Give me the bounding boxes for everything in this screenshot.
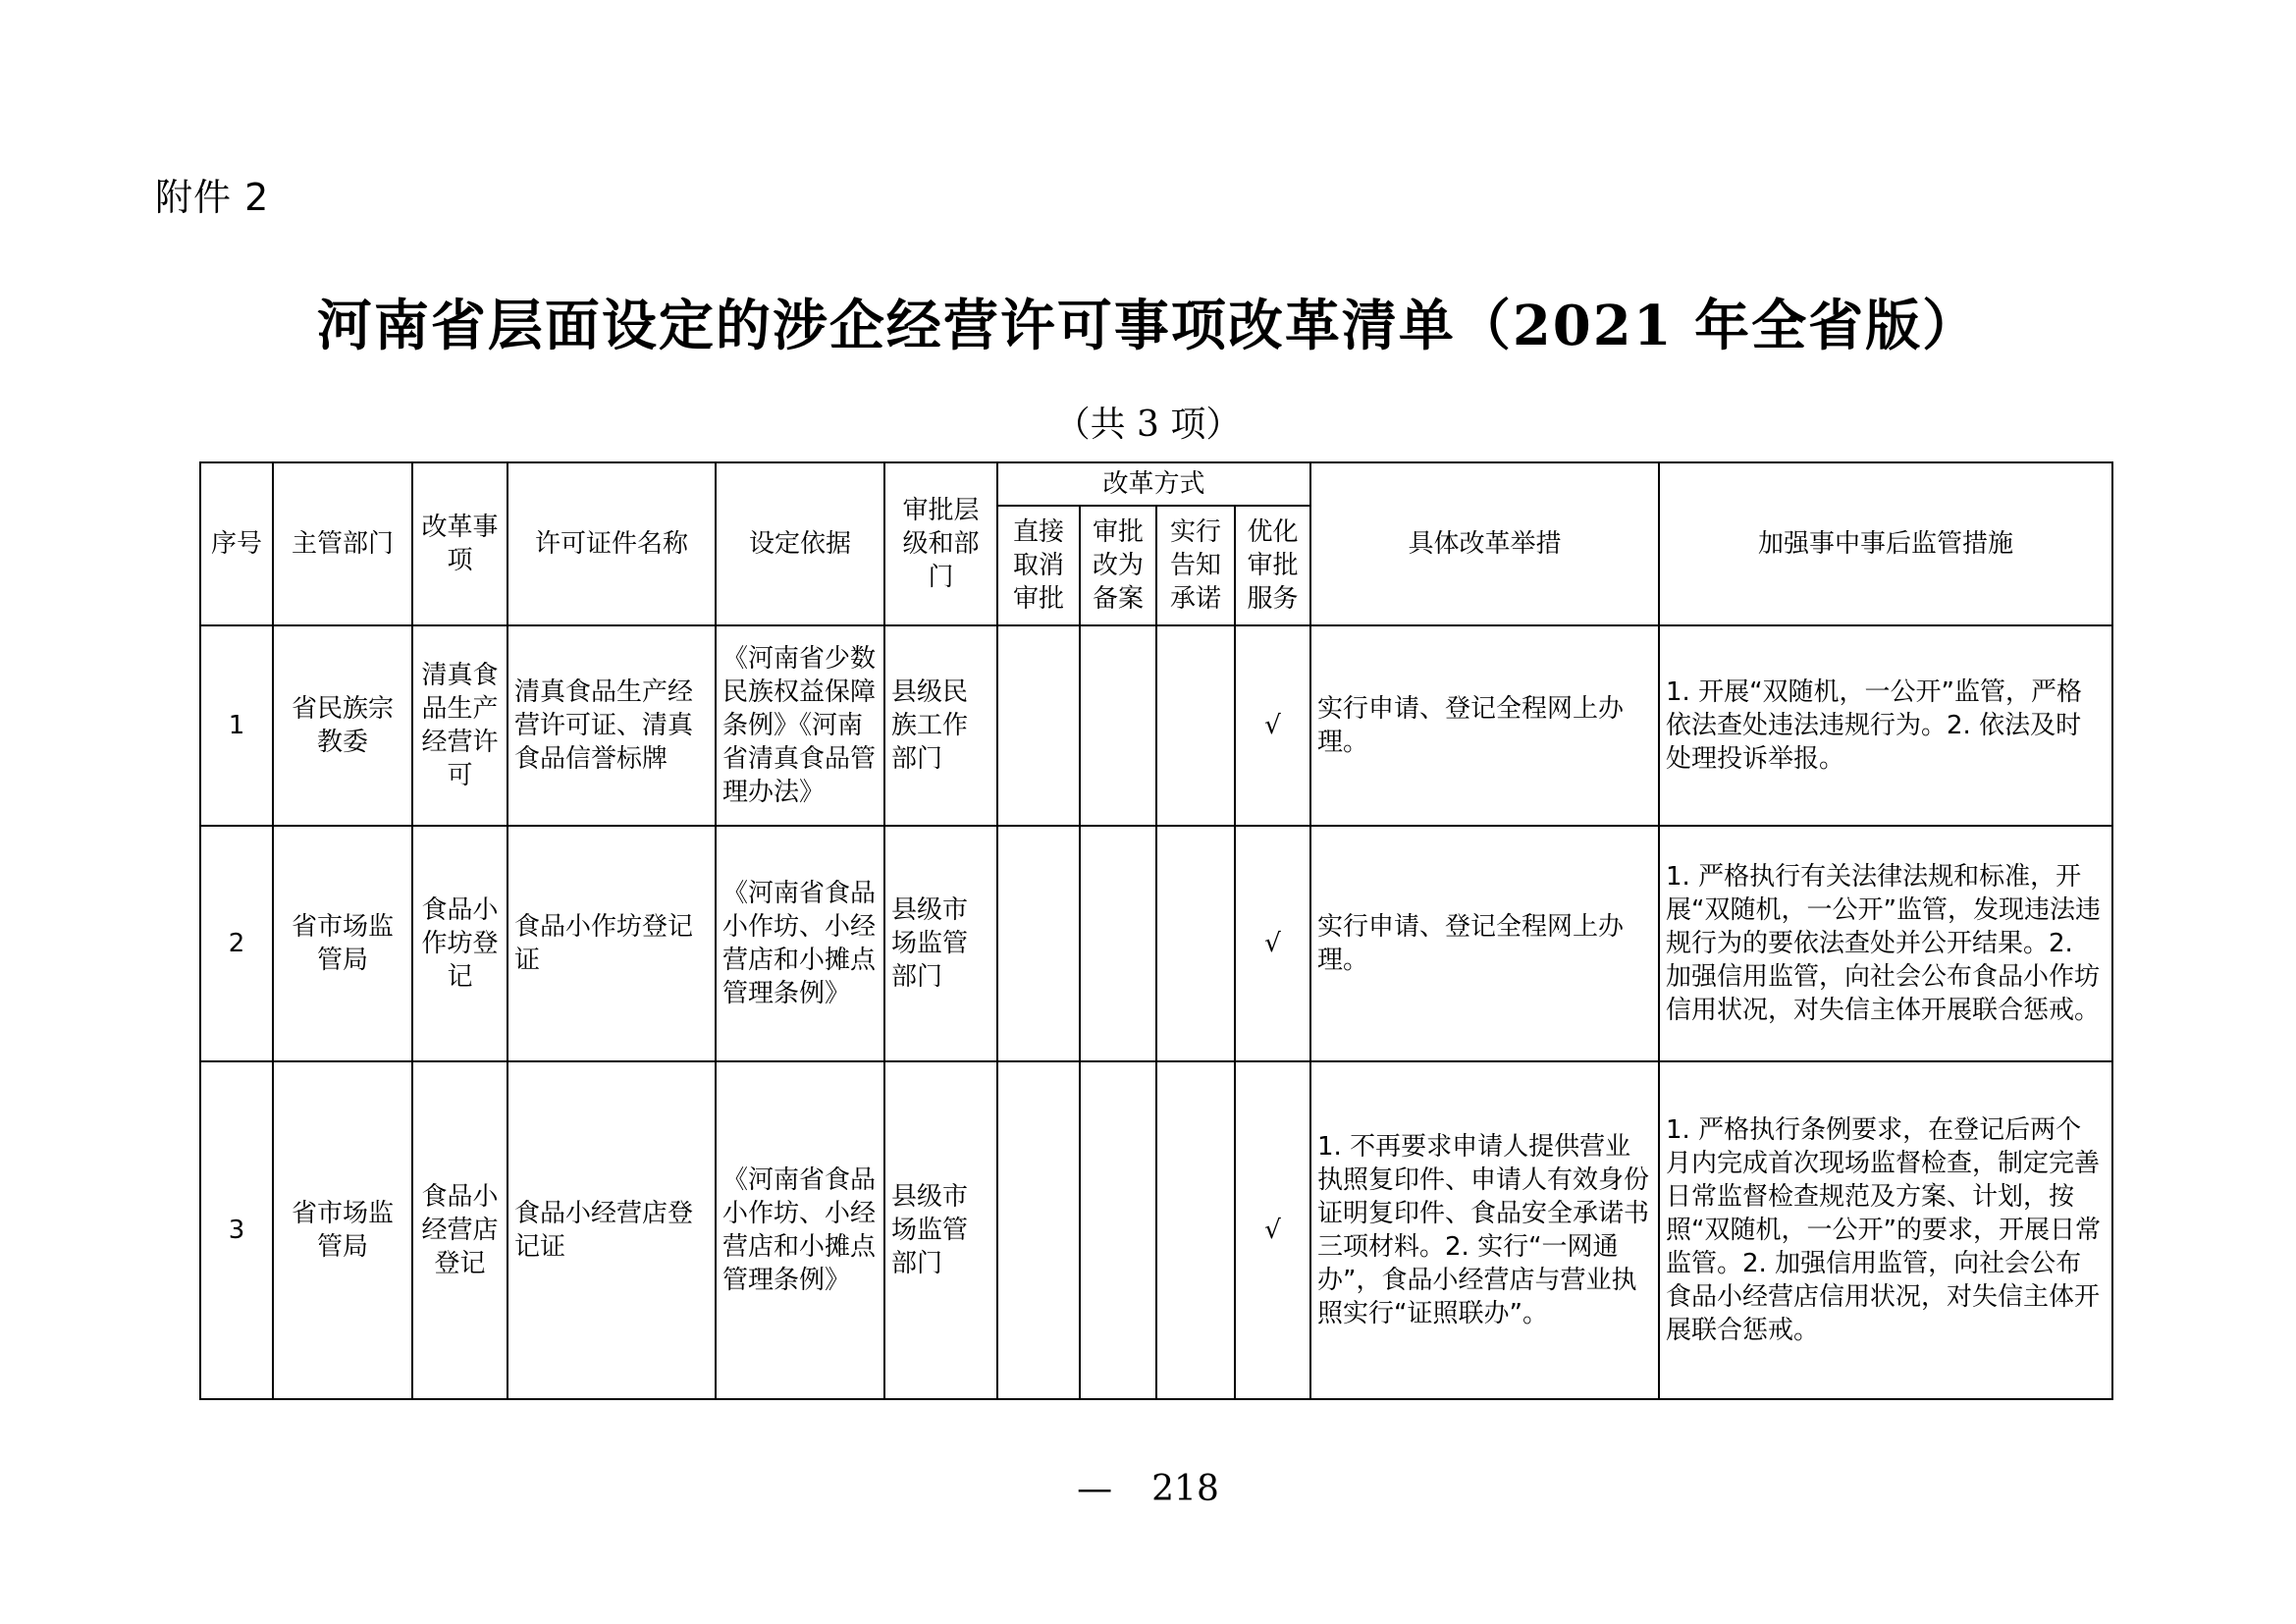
row-index: 3 xyxy=(200,1061,273,1399)
table-row xyxy=(200,625,2112,826)
header-department: 主管部门 xyxy=(273,462,412,625)
row-department: 省民族宗教委 xyxy=(273,625,412,826)
row-license: 食品小作坊登记证 xyxy=(507,826,716,1061)
page-number-value: 218 xyxy=(1151,1469,1219,1509)
header-mode-cancel: 直接取消审批 xyxy=(997,506,1080,625)
row-level: 县级市场监管部门 xyxy=(884,826,997,1061)
header-item: 改革事项 xyxy=(412,462,507,625)
row-mode-cancel xyxy=(997,625,1080,826)
row-item: 食品小作坊登记 xyxy=(412,826,507,1061)
row-mode-filing xyxy=(1080,826,1156,1061)
page-number xyxy=(0,1469,2296,1509)
page-number-dash: — xyxy=(1077,1469,1113,1509)
row-department: 省市场监管局 xyxy=(273,826,412,1061)
row-mode-filing xyxy=(1080,1061,1156,1399)
row-mode-optimize: √ xyxy=(1235,625,1310,826)
row-measures: 1. 不再要求申请人提供营业执照复印件、申请人有效身份证明复印件、食品安全承诺书三项材料。2. 实行“一网通办”，食品小经营店与营业执照实行“证照联办”。 xyxy=(1310,1061,1659,1399)
header-license: 许可证件名称 xyxy=(507,462,716,625)
row-measures: 实行申请、登记全程网上办理。 xyxy=(1310,826,1659,1061)
header-mode-optimize: 优化审批服务 xyxy=(1235,506,1310,625)
row-mode-notify xyxy=(1156,826,1235,1061)
row-license: 清真食品生产经营许可证、清真食品信誉标牌 xyxy=(507,625,716,826)
row-basis: 《河南省食品小作坊、小经营店和小摊点管理条例》 xyxy=(716,1061,884,1399)
row-basis: 《河南省少数民族权益保障条例》《河南省清真食品管理办法》 xyxy=(716,625,884,826)
row-basis: 《河南省食品小作坊、小经营店和小摊点管理条例》 xyxy=(716,826,884,1061)
row-measures: 实行申请、登记全程网上办理。 xyxy=(1310,625,1659,826)
row-index: 2 xyxy=(200,826,273,1061)
table-row xyxy=(200,1061,2112,1399)
row-index: 1 xyxy=(200,625,273,826)
header-measures: 具体改革举措 xyxy=(1310,462,1659,625)
header-level: 审批层级和部门 xyxy=(884,462,997,625)
header-mode-filing: 审批改为备案 xyxy=(1080,506,1156,625)
row-mode-optimize: √ xyxy=(1235,826,1310,1061)
row-mode-notify xyxy=(1156,625,1235,826)
row-department: 省市场监管局 xyxy=(273,1061,412,1399)
header-mode-notify: 实行告知承诺 xyxy=(1156,506,1235,625)
row-item: 食品小经营店登记 xyxy=(412,1061,507,1399)
row-mode-notify xyxy=(1156,1061,1235,1399)
row-level: 县级市场监管部门 xyxy=(884,1061,997,1399)
row-mode-optimize: √ xyxy=(1235,1061,1310,1399)
row-mode-filing xyxy=(1080,625,1156,826)
row-item: 清真食品生产经营许可 xyxy=(412,625,507,826)
document-title: 河南省层面设定的涉企经营许可事项改革清单（2021 年全省版） xyxy=(316,294,1980,358)
table-row xyxy=(200,826,2112,1061)
header-reform-mode: 改革方式 xyxy=(997,462,1310,506)
reform-list-table xyxy=(199,461,2113,1400)
header-index: 序号 xyxy=(200,462,273,625)
header-supervision: 加强事中事后监管措施 xyxy=(1659,462,2112,625)
row-supervision: 1. 开展“双随机，一公开”监管，严格依法查处违法违规行为。2. 依法及时处理投诉举报。 xyxy=(1659,625,2112,826)
row-license: 食品小经营店登记证 xyxy=(507,1061,716,1399)
header-basis: 设定依据 xyxy=(716,462,884,625)
row-supervision: 1. 严格执行条例要求，在登记后两个月内完成首次现场监督检查，制定完善日常监督检查规范及方案、计划，按照“双随机，一公开”的要求，开展日常监管。2. 加强信用监管，向社会公布食品小经营店信用状况，对失信主体开展联合惩戒。 xyxy=(1659,1061,2112,1399)
attachment-label: 附件 2 xyxy=(155,176,270,219)
row-mode-cancel xyxy=(997,826,1080,1061)
row-supervision: 1. 严格执行有关法律法规和标准，开展“双随机，一公开”监管，发现违法违规行为的要依法查处并公开结果。2. 加强信用监管，向社会公布食品小作坊信用状况，对失信主体开展联合惩戒。 xyxy=(1659,826,2112,1061)
row-level: 县级民族工作部门 xyxy=(884,625,997,826)
row-mode-cancel xyxy=(997,1061,1080,1399)
document-subtitle: （共 3 项） xyxy=(1054,405,1242,445)
